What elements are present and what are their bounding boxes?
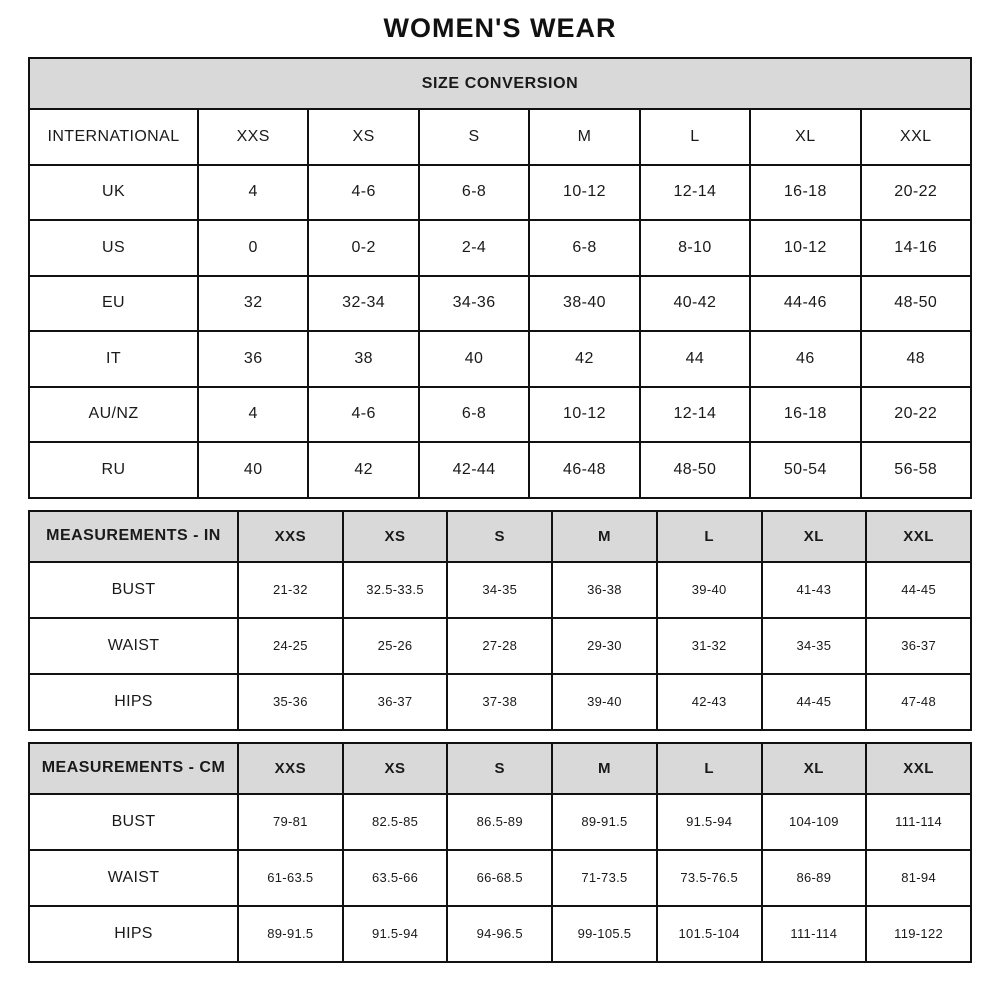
table-row bbox=[29, 674, 971, 730]
column-header-xs: XS bbox=[343, 743, 448, 794]
table-cell: 40 bbox=[198, 442, 308, 498]
table-cell: 42 bbox=[529, 331, 639, 387]
table-cell: 42-43 bbox=[657, 674, 762, 730]
column-header-xxs: XXS bbox=[238, 743, 343, 794]
table-cell: 41-43 bbox=[762, 562, 867, 618]
table-cell: 119-122 bbox=[866, 906, 971, 962]
column-header-xl: XL bbox=[762, 743, 867, 794]
measurements-cm-header-row bbox=[29, 743, 971, 794]
row-label-hips: HIPS bbox=[29, 906, 238, 962]
column-header-m: M bbox=[529, 109, 639, 165]
table-cell: 16-18 bbox=[750, 165, 860, 221]
table-cell: 32.5-33.5 bbox=[343, 562, 448, 618]
table-cell: 12-14 bbox=[640, 387, 750, 443]
table-cell: 29-30 bbox=[552, 618, 657, 674]
table-cell: 42-44 bbox=[419, 442, 529, 498]
table-cell: 34-35 bbox=[762, 618, 867, 674]
size-conversion-header-row bbox=[29, 109, 971, 165]
table-cell: 24-25 bbox=[238, 618, 343, 674]
table-cell: 40 bbox=[419, 331, 529, 387]
column-header-s: S bbox=[447, 743, 552, 794]
column-header-measurements-in: MEASUREMENTS - IN bbox=[29, 511, 238, 562]
row-label-waist: WAIST bbox=[29, 618, 238, 674]
table-cell: 6-8 bbox=[419, 387, 529, 443]
table-row bbox=[29, 165, 971, 221]
table-cell: 42 bbox=[308, 442, 418, 498]
table-cell: 81-94 bbox=[866, 850, 971, 906]
table-cell: 104-109 bbox=[762, 794, 867, 850]
column-header-xxl: XXL bbox=[866, 743, 971, 794]
table-cell: 47-48 bbox=[866, 674, 971, 730]
page-title: WOMEN'S WEAR bbox=[383, 13, 617, 43]
table-cell: 2-4 bbox=[419, 220, 529, 276]
measurements-cm-table bbox=[28, 742, 972, 963]
table-cell: 91.5-94 bbox=[657, 794, 762, 850]
table-cell: 10-12 bbox=[529, 165, 639, 221]
table-cell: 21-32 bbox=[238, 562, 343, 618]
size-conversion-table bbox=[28, 57, 972, 499]
size-conversion-title: SIZE CONVERSION bbox=[29, 58, 971, 109]
table-cell: 25-26 bbox=[343, 618, 448, 674]
table-cell: 39-40 bbox=[552, 674, 657, 730]
table-cell: 12-14 bbox=[640, 165, 750, 221]
column-header-xl: XL bbox=[762, 511, 867, 562]
table-cell: 86-89 bbox=[762, 850, 867, 906]
size-conversion-title-row bbox=[29, 58, 971, 109]
table-row bbox=[29, 442, 971, 498]
row-label-it: IT bbox=[29, 331, 198, 387]
table-cell: 86.5-89 bbox=[447, 794, 552, 850]
table-cell: 89-91.5 bbox=[552, 794, 657, 850]
table-cell: 36-38 bbox=[552, 562, 657, 618]
table-cell: 10-12 bbox=[750, 220, 860, 276]
column-header-s: S bbox=[419, 109, 529, 165]
table-cell: 48-50 bbox=[861, 276, 971, 332]
table-cell: 56-58 bbox=[861, 442, 971, 498]
table-cell: 20-22 bbox=[861, 387, 971, 443]
column-header-international: INTERNATIONAL bbox=[29, 109, 198, 165]
table-cell: 32 bbox=[198, 276, 308, 332]
column-header-xxs: XXS bbox=[198, 109, 308, 165]
table-row bbox=[29, 794, 971, 850]
table-cell: 44 bbox=[640, 331, 750, 387]
table-cell: 36 bbox=[198, 331, 308, 387]
row-label-uk: UK bbox=[29, 165, 198, 221]
column-header-l: L bbox=[657, 511, 762, 562]
table-row bbox=[29, 276, 971, 332]
column-header-xxs: XXS bbox=[238, 511, 343, 562]
table-cell: 99-105.5 bbox=[552, 906, 657, 962]
table-cell: 35-36 bbox=[238, 674, 343, 730]
table-cell: 39-40 bbox=[657, 562, 762, 618]
table-cell: 38 bbox=[308, 331, 418, 387]
table-row bbox=[29, 387, 971, 443]
column-header-xxl: XXL bbox=[866, 511, 971, 562]
measurements-in-table bbox=[28, 510, 972, 731]
column-header-s: S bbox=[447, 511, 552, 562]
table-cell: 36-37 bbox=[866, 618, 971, 674]
table-row bbox=[29, 850, 971, 906]
table-cell: 8-10 bbox=[640, 220, 750, 276]
table-row bbox=[29, 220, 971, 276]
table-cell: 4-6 bbox=[308, 165, 418, 221]
table-cell: 94-96.5 bbox=[447, 906, 552, 962]
row-label-hips: HIPS bbox=[29, 674, 238, 730]
column-header-m: M bbox=[552, 511, 657, 562]
row-label-eu: EU bbox=[29, 276, 198, 332]
table-cell: 101.5-104 bbox=[657, 906, 762, 962]
column-header-l: L bbox=[640, 109, 750, 165]
table-cell: 0-2 bbox=[308, 220, 418, 276]
table-cell: 48 bbox=[861, 331, 971, 387]
row-label-waist: WAIST bbox=[29, 850, 238, 906]
table-cell: 32-34 bbox=[308, 276, 418, 332]
table-cell: 16-18 bbox=[750, 387, 860, 443]
table-row bbox=[29, 618, 971, 674]
table-cell: 4 bbox=[198, 165, 308, 221]
table-cell: 44-46 bbox=[750, 276, 860, 332]
table-cell: 44-45 bbox=[866, 562, 971, 618]
table-cell: 48-50 bbox=[640, 442, 750, 498]
table-cell: 37-38 bbox=[447, 674, 552, 730]
table-row bbox=[29, 562, 971, 618]
table-cell: 63.5-66 bbox=[343, 850, 448, 906]
column-header-xs: XS bbox=[343, 511, 448, 562]
table-cell: 31-32 bbox=[657, 618, 762, 674]
row-label-us: US bbox=[29, 220, 198, 276]
column-header-m: M bbox=[552, 743, 657, 794]
table-cell: 44-45 bbox=[762, 674, 867, 730]
table-cell: 61-63.5 bbox=[238, 850, 343, 906]
table-cell: 66-68.5 bbox=[447, 850, 552, 906]
table-cell: 0 bbox=[198, 220, 308, 276]
table-cell: 36-37 bbox=[343, 674, 448, 730]
table-row bbox=[29, 906, 971, 962]
column-header-l: L bbox=[657, 743, 762, 794]
measurements-in-header-row bbox=[29, 511, 971, 562]
table-cell: 4-6 bbox=[308, 387, 418, 443]
column-header-measurements-cm: MEASUREMENTS - CM bbox=[29, 743, 238, 794]
table-cell: 79-81 bbox=[238, 794, 343, 850]
table-cell: 46-48 bbox=[529, 442, 639, 498]
table-cell: 14-16 bbox=[861, 220, 971, 276]
row-label-au-nz: AU/NZ bbox=[29, 387, 198, 443]
table-cell: 40-42 bbox=[640, 276, 750, 332]
row-label-bust: BUST bbox=[29, 794, 238, 850]
table-cell: 50-54 bbox=[750, 442, 860, 498]
table-cell: 89-91.5 bbox=[238, 906, 343, 962]
table-cell: 34-36 bbox=[419, 276, 529, 332]
table-cell: 4 bbox=[198, 387, 308, 443]
table-cell: 82.5-85 bbox=[343, 794, 448, 850]
table-cell: 38-40 bbox=[529, 276, 639, 332]
table-row bbox=[29, 331, 971, 387]
table-cell: 20-22 bbox=[861, 165, 971, 221]
table-cell: 91.5-94 bbox=[343, 906, 448, 962]
table-cell: 34-35 bbox=[447, 562, 552, 618]
table-cell: 46 bbox=[750, 331, 860, 387]
column-header-xl: XL bbox=[750, 109, 860, 165]
row-label-ru: RU bbox=[29, 442, 198, 498]
table-cell: 10-12 bbox=[529, 387, 639, 443]
table-cell: 6-8 bbox=[529, 220, 639, 276]
table-cell: 6-8 bbox=[419, 165, 529, 221]
table-cell: 111-114 bbox=[762, 906, 867, 962]
table-cell: 27-28 bbox=[447, 618, 552, 674]
column-header-xs: XS bbox=[308, 109, 418, 165]
table-cell: 73.5-76.5 bbox=[657, 850, 762, 906]
row-label-bust: BUST bbox=[29, 562, 238, 618]
table-cell: 111-114 bbox=[866, 794, 971, 850]
table-cell: 71-73.5 bbox=[552, 850, 657, 906]
column-header-xxl: XXL bbox=[861, 109, 971, 165]
